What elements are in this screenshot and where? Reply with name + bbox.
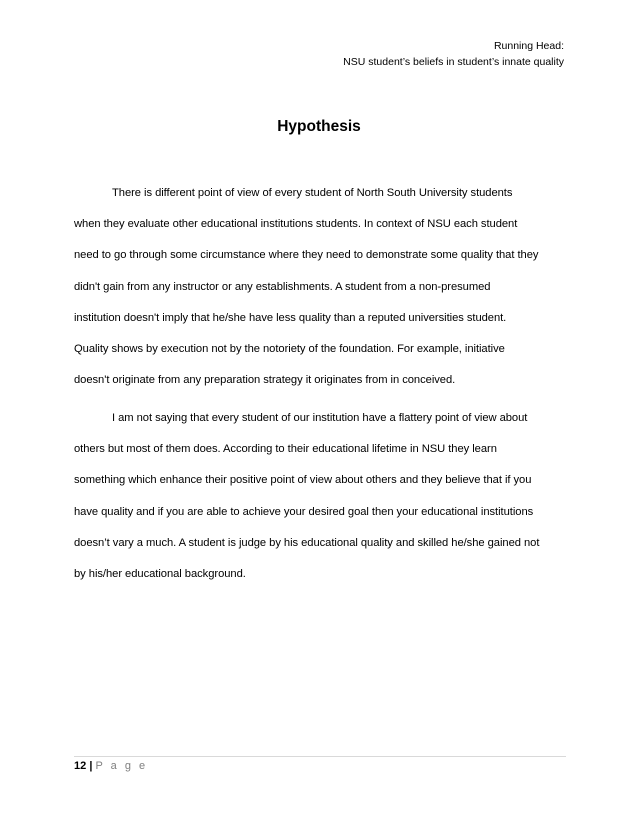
section-heading: Hypothesis — [277, 118, 361, 135]
footer-divider — [74, 756, 566, 757]
paragraph-line: need to go through some circumstance where they need to demonstrate some quality that they — [74, 249, 539, 262]
running-head-label: Running Head: — [493, 40, 564, 52]
running-head-title: NSU student’s beliefs in student’s innate quality — [343, 56, 564, 68]
running-head — [343, 38, 564, 70]
paragraph-line: Quality shows by execution not by the notoriety of the foundation. For example, initiative — [74, 343, 505, 356]
paragraph-line: by his/her educational background. — [74, 568, 246, 581]
paragraph-line: have quality and if you are able to achieve your desired goal then your educational institutions — [74, 505, 534, 518]
paragraph-line: I am not saying that every student of our institution have a flattery point of view about — [112, 412, 528, 424]
paragraph-line: didn't gain from any instructor or any establishments. A student from a non-presumed — [74, 280, 491, 293]
paragraph-line: when they evaluate other educational institutions students. In context of NSU each student — [74, 218, 518, 231]
paragraph-2 — [74, 403, 568, 590]
paragraph-line: something which enhance their positive point of view about others and they believe that if you — [74, 474, 532, 487]
page-footer — [74, 760, 148, 772]
paragraph-line: others but most of them does. According to their educational lifetime in NSU they learn — [74, 443, 497, 456]
paragraph-line: doesn't originate from any preparation strategy it originates from in conceived. — [74, 374, 456, 387]
paragraph-line: There is different point of view of every student of North South University students — [112, 187, 513, 199]
footer-separator: | — [89, 760, 93, 772]
paragraph-line: doesn’t vary a much. A student is judge by his educational quality and skilled he/she gained not — [74, 536, 540, 549]
page-number: 12 — [74, 760, 87, 772]
page-label: P a g e — [95, 760, 148, 772]
paragraph-line: institution doesn't imply that he/she have less quality than a reputed universities student. — [74, 311, 507, 324]
paragraph-1 — [74, 178, 568, 396]
